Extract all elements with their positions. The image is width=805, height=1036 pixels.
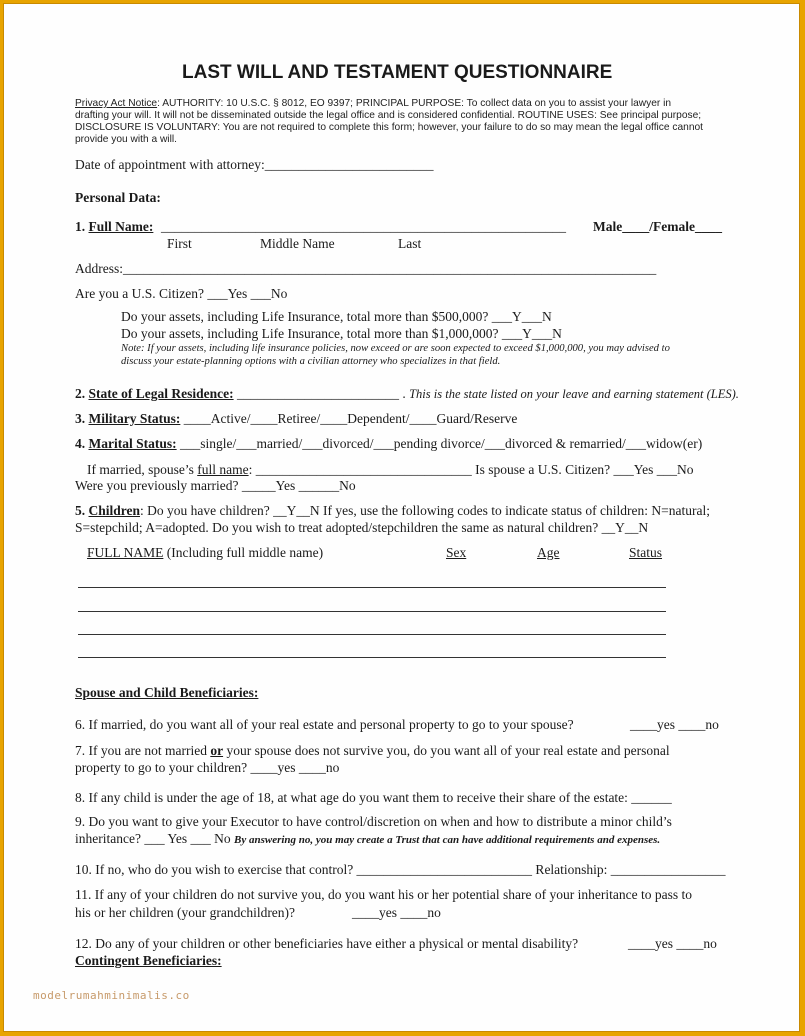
q10-question[interactable]: 10. If no, who do you wish to exercise that control? __________________________ Relationship: _________________ — [75, 862, 726, 877]
children-label: Children — [88, 503, 141, 518]
spouse-child-beneficiaries-heading: Spouse and Child Beneficiaries: — [75, 685, 259, 700]
privacy-notice-line-2: drafting your will. It will not be disseminated outside the legal office and is considered confidential. ROUTINE USES: See principal purpose; — [75, 110, 702, 121]
full-name-label: 1. Full Name: — [75, 219, 154, 234]
children-row-1[interactable]: 5. Children: Do you have children? __Y__N If yes, use the following codes to indicate status of children: N=natural; — [75, 503, 710, 518]
legal-residence-hint: This is the state listed on your leave and earning statement (LES). — [409, 387, 739, 401]
military-status-row[interactable]: 3. Military Status: ____Active/____Retiree/____Dependent/____Guard/Reserve — [75, 411, 518, 426]
children-col-age: Age — [537, 545, 560, 560]
children-col-status: Status — [629, 545, 663, 560]
military-status-options: ____Active/____Retiree/____Dependent/____Guard/Reserve — [180, 411, 518, 426]
document-title: LAST WILL AND TESTAMENT QUESTIONNAIRE — [182, 62, 613, 83]
q9-note: By answering no, you may create a Trust that can have additional requirements and expenses. — [233, 834, 661, 846]
marital-status-row[interactable]: 4. Marital Status: ___single/___married/___divorced/___pending divorce/___divorced & remarried/___widow(er) — [75, 436, 703, 451]
legal-residence-field: ________________________ . — [233, 386, 406, 401]
privacy-notice-label: Privacy Act Notice — [75, 98, 158, 109]
privacy-notice-line-1: Privacy Act Notice: AUTHORITY: 10 U.S.C. § 8012, EO 9397; PRINCIPAL PURPOSE: To collect data on you to assist your lawyer in — [75, 98, 672, 109]
marital-status-label: Marital Status: — [88, 436, 177, 451]
contingent-beneficiaries-heading: Contingent Beneficiaries: — [75, 953, 222, 968]
q9-question-line-2[interactable]: inheritance? ___ Yes ___ No By answering no, you may create a Trust that can have additional requirements and expenses. — [75, 831, 661, 846]
questionnaire-page — [3, 3, 800, 1032]
assets-note-line-2: discuss your estate-planning options with a civilian attorney who specializes in that field. — [121, 356, 501, 367]
legal-residence-label: State of Legal Residence: — [88, 386, 234, 401]
watermark: modelrumahminimalis.co — [33, 989, 190, 1002]
assets-500k-question[interactable]: Do your assets, including Life Insurance, total more than $500,000? ___Y___N — [121, 309, 552, 324]
q12-question: 12. Do any of your children or other beneficiaries have either a physical or mental disability? — [75, 936, 579, 951]
q6-question: 6. If married, do you want all of your real estate and personal property to go to your spouse? — [75, 717, 574, 732]
child-entry-line-1[interactable] — [78, 587, 666, 588]
q7-question-line-1: 7. If you are not married or your spouse does not survive you, do you want all of your real estate and personal — [75, 743, 670, 758]
first-name-caption: First — [167, 236, 192, 251]
q11-question-line-2: his or her children (your grandchildren)? — [75, 905, 296, 920]
citizen-question[interactable]: Are you a U.S. Citizen? ___Yes ___No — [75, 286, 288, 301]
middle-name-caption: Middle Name — [260, 236, 335, 251]
q8-question[interactable]: 8. If any child is under the age of 18, at what age do you want them to receive their share of the estate: ______ — [75, 790, 672, 805]
spouse-name-row[interactable]: If married, spouse’s full name: ________________________________ Is spouse a U.S. Citizen? ___Yes ___No — [87, 462, 694, 477]
q6-answer[interactable]: ____yes ____no — [630, 717, 719, 732]
military-status-label: Military Status: — [88, 411, 181, 426]
children-col-name: FULL NAME (Including full middle name) — [87, 545, 324, 560]
privacy-notice-line-4: provide you with a will. — [75, 134, 177, 145]
q7-question-line-2[interactable]: property to go to your children? ____yes ____no — [75, 760, 340, 775]
q11-answer[interactable]: ____yes ____no — [352, 905, 441, 920]
appointment-date-field[interactable]: Date of appointment with attorney:_________________________ — [75, 157, 434, 172]
full-name-field[interactable]: ____________________________________________________________ — [161, 219, 566, 234]
child-entry-line-4[interactable] — [78, 657, 666, 658]
last-name-caption: Last — [398, 236, 422, 251]
address-field[interactable]: Address:_______________________________________________________________________________ — [75, 261, 657, 276]
children-row-2[interactable]: S=stepchild; A=adopted. Do you wish to treat adopted/stepchildren the same as natural children? __Y__N — [75, 520, 649, 535]
assets-1m-question[interactable]: Do your assets, including Life Insurance, total more than $1,000,000? ___Y___N — [121, 326, 562, 341]
gender-field[interactable]: Male____/Female____ — [593, 219, 722, 234]
assets-note-line-1: Note: If your assets, including life insurance policies, now exceed or are soon expected to exceed $1,000,000, you may advised to — [121, 343, 670, 354]
personal-data-heading: Personal Data: — [75, 190, 161, 205]
privacy-notice-line-3: DISCLOSURE IS VOLUNTARY: You are not required to complete this form; however, your failure to do so may mean the legal office cannot — [75, 122, 703, 133]
marital-status-options: ___single/___married/___divorced/___pending divorce/___divorced & remarried/___widow(er) — [176, 436, 703, 451]
legal-residence-row[interactable]: 2. State of Legal Residence: ________________________ . This is the state listed on your leave and earning statement (LES). — [75, 386, 739, 401]
child-entry-line-2[interactable] — [78, 611, 666, 612]
q9-question-line-1: 9. Do you want to give your Executor to have control/discretion on when and how to distribute a minor child’s — [75, 814, 672, 829]
previously-married-row[interactable]: Were you previously married? _____Yes ______No — [75, 478, 356, 493]
q12-answer[interactable]: ____yes ____no — [628, 936, 717, 951]
child-entry-line-3[interactable] — [78, 634, 666, 635]
children-col-sex: Sex — [446, 545, 467, 560]
q11-question-line-1: 11. If any of your children do not survive you, do you want his or her potential share of your inheritance to pass to — [75, 887, 692, 902]
